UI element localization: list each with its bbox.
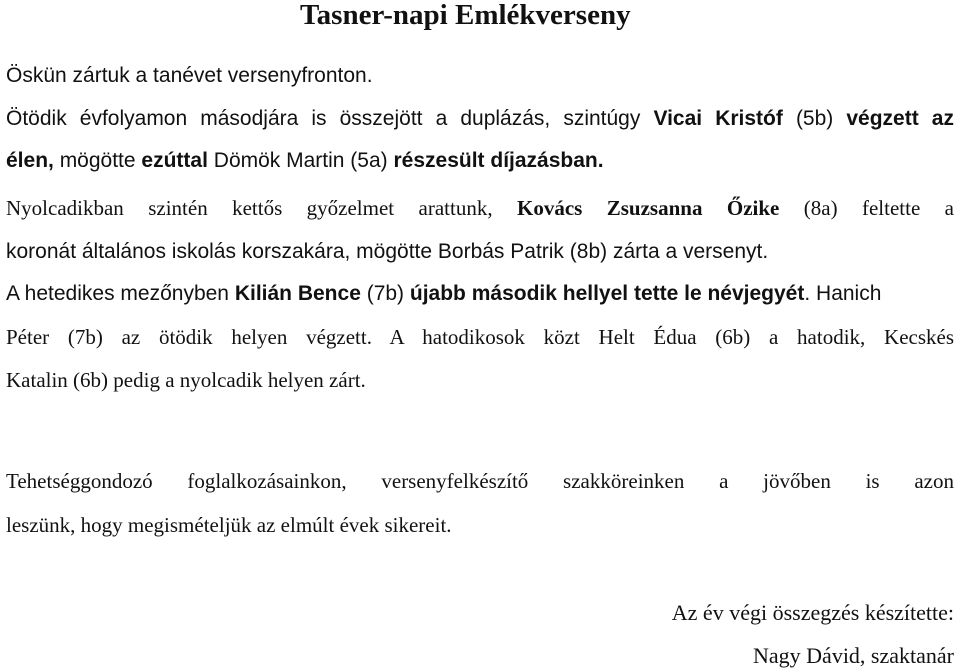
text-run: (5b) xyxy=(782,107,847,130)
text-run-bold: élen, xyxy=(6,149,54,172)
paragraph-eighth-grade-line-1 xyxy=(6,195,954,221)
paragraph-seventh-grade-line-2: Péter (7b) az ötödik helyen végzett. A hatodikosok közt Helt Édua (6b) a hatodik, Kecskés xyxy=(6,325,954,349)
page-title: Tasner-napi Emlékverseny xyxy=(300,0,631,31)
signature-name: Nagy Dávid, szaktanár xyxy=(753,643,954,668)
text-run: Dömök Martin (5a) xyxy=(207,149,394,172)
closing-paragraph-line-2: leszünk, hogy megismételjük az elmúlt évek sikereit. xyxy=(6,513,452,537)
winner-name: Vicai Kristóf xyxy=(653,107,783,130)
text-run: A hetedikes mezőnyben xyxy=(6,282,235,305)
text-run: (7b) xyxy=(360,282,410,305)
winner-name: Kovács Zsuzsanna Őzike xyxy=(517,196,780,220)
signature-label: Az év végi összegzés készítette: xyxy=(671,600,954,625)
text-run: Ötödik évfolyamon másodjára is összejött a duplázás, szintúgy xyxy=(6,107,654,130)
text-run-bold: újabb második hellyel tette le névjegyét xyxy=(409,282,805,305)
paragraph-eighth-grade-line-2: koronát általános iskolás korszakára, mögötte Borbás Patrik (8b) zárta a versenyt. xyxy=(6,240,769,263)
text-run: (8a) feltette a xyxy=(779,196,955,220)
text-run-bold: végzett az xyxy=(846,107,954,130)
text-run-bold: részesült díjazásban. xyxy=(393,149,604,172)
text-run: . Hanich xyxy=(804,282,882,305)
paragraph-fifth-grade-line-2 xyxy=(6,148,604,174)
winner-name: Kilián Bence xyxy=(234,282,361,305)
text-run: Nyolcadikban szintén kettős győzelmet arattunk, xyxy=(6,196,518,220)
text-run-bold: ezúttal xyxy=(141,149,208,172)
intro-line: Öskün zártuk a tanévet versenyfronton. xyxy=(6,64,373,87)
paragraph-seventh-grade-line-3: Katalin (6b) pedig a nyolcadik helyen zárt. xyxy=(6,368,366,392)
paragraph-seventh-grade-line-1 xyxy=(6,281,881,307)
text-run: mögötte xyxy=(53,149,142,172)
paragraph-fifth-grade-line-1 xyxy=(6,106,954,132)
closing-paragraph-line-1: Tehetséggondozó foglalkozásainkon, versenyfelkészítő szakköreinken a jövőben is azon xyxy=(6,469,954,493)
